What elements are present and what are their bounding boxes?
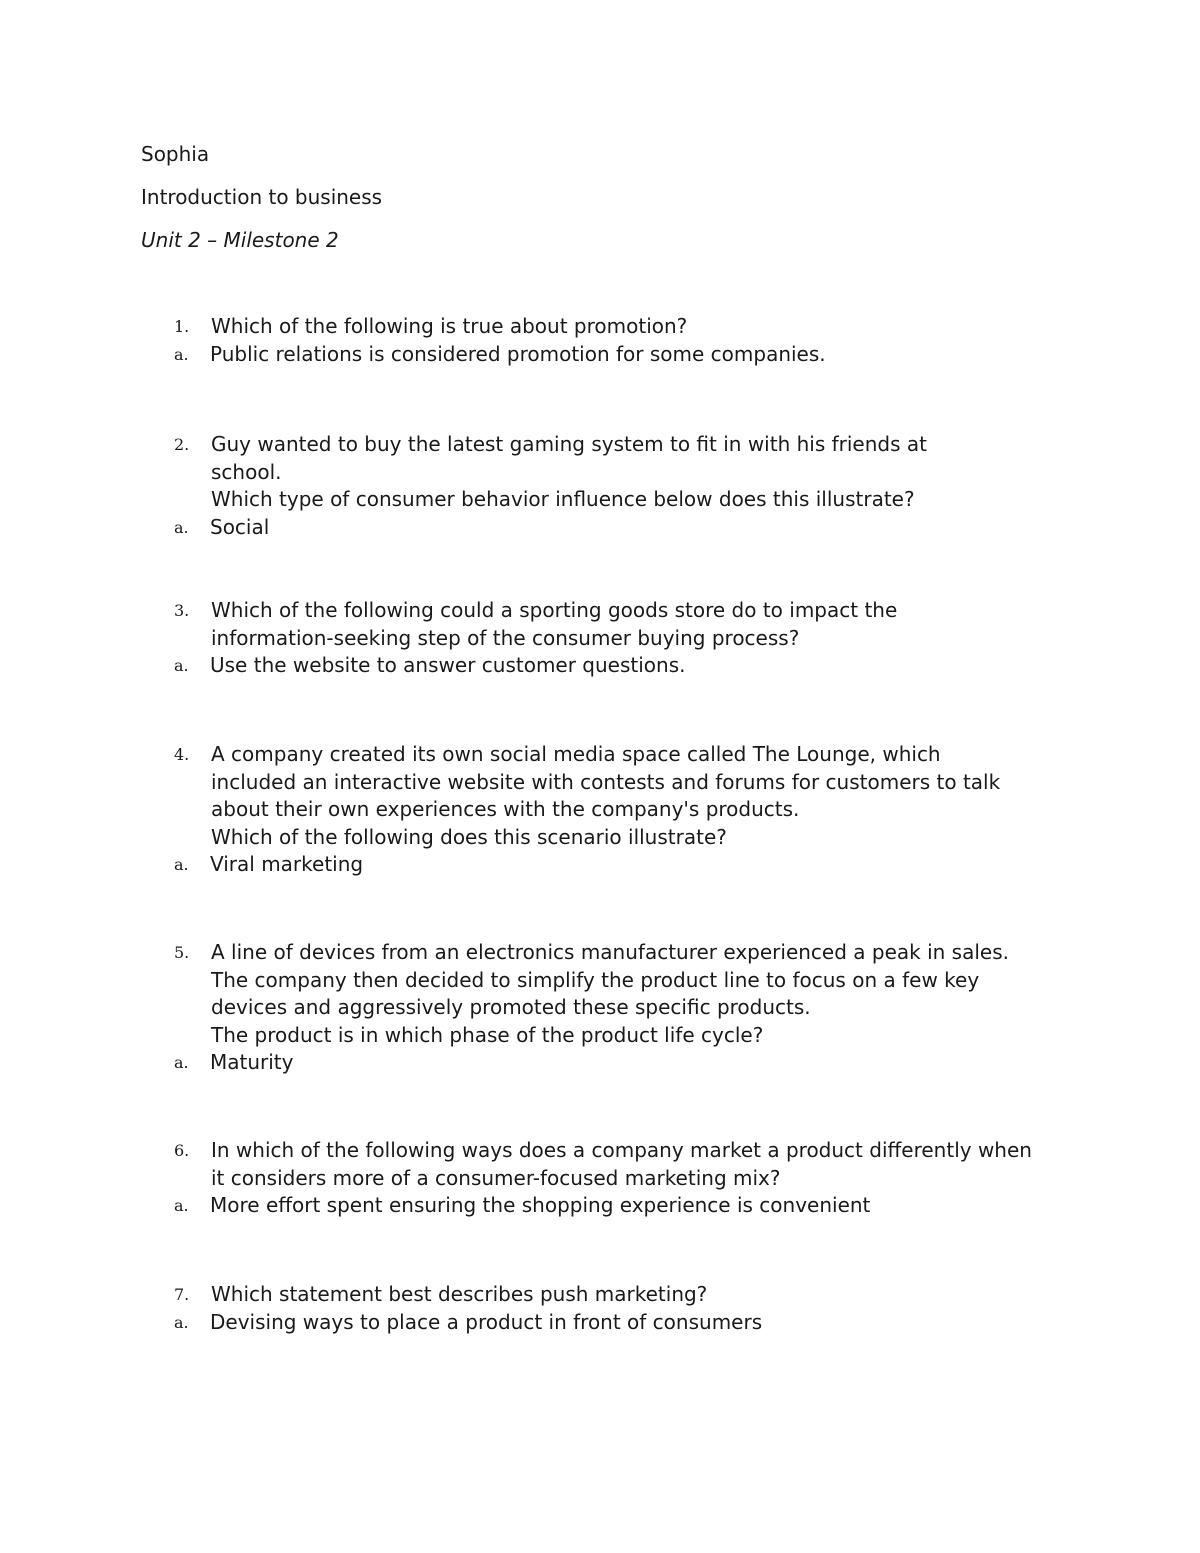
question-number: 3. [174,601,190,620]
question-text: Which of the following does this scenario illustrate? [211,824,727,849]
course-title: Introduction to business [141,185,383,209]
unit-title: Unit 2 – Milestone 2 [141,228,339,252]
question-number: 2. [174,435,190,454]
question-number: 5. [174,943,190,962]
question-text: In which of the following ways does a company market a product differently when it considers more of a consumer-focused marketing mix? [211,1138,1032,1190]
question-number: 1. [174,317,190,336]
question-body [174,431,991,541]
question-body [174,313,1041,368]
question-text: A line of devices from an electronics manufacturer experienced a peak in sales. The company then decided to simplify the product line to focus on a few key devices and aggressively promoted these specific products. [211,940,1009,1019]
answer-text: Public relations is considered promotion for some companies. [210,341,826,366]
answer-letter: a. [174,656,189,675]
question-text: Which type of consumer behavior influence below does this illustrate? [211,487,915,511]
question-text: Guy wanted to buy the latest gaming system to fit in with his friends at school. [211,432,927,484]
question-number: 7. [174,1285,190,1304]
answer-text: Social [210,514,270,539]
answer-item [174,1309,1041,1337]
author-name: Sophia [141,142,210,166]
answer-item [174,341,1041,369]
answer-item [174,652,971,680]
answer-item [174,1049,1031,1077]
answer-text: Devising ways to place a product in front of consumers [210,1309,763,1334]
answer-item [174,514,991,542]
answer-letter: a. [174,855,189,874]
answer-text: Viral marketing [210,852,364,876]
question-body [174,939,1031,1077]
question-text: The product is in which phase of the product life cycle? [211,1022,764,1047]
question-body [174,597,971,680]
question-text: Which of the following is true about promotion? [211,314,688,338]
question-text: A company created its own social media space called The Lounge, which included an interactive website with contests and forums for customers to talk about their own experiences with the company's products. [211,742,1001,821]
question-text: Which of the following could a sporting goods store do to impact the information-seeking step of the consumer buying process? [211,598,898,650]
question-number: 6. [174,1141,190,1160]
answer-item [174,851,1031,879]
question-body [174,1137,1051,1220]
answer-letter: a. [174,344,189,364]
answer-letter: a. [174,517,189,537]
answer-letter: a. [174,1196,189,1215]
answer-text: More effort spent ensuring the shopping experience is convenient [210,1193,871,1217]
question-number: 4. [174,745,190,764]
answer-text: Use the website to answer customer questions. [210,653,686,677]
answer-text: Maturity [210,1050,294,1074]
question-body [174,741,1031,879]
answer-item [174,1192,1051,1220]
answer-letter: a. [174,1312,189,1332]
answer-letter: a. [174,1053,189,1072]
question-text: Which statement best describes push marketing? [211,1282,708,1306]
question-body [174,1281,1041,1336]
